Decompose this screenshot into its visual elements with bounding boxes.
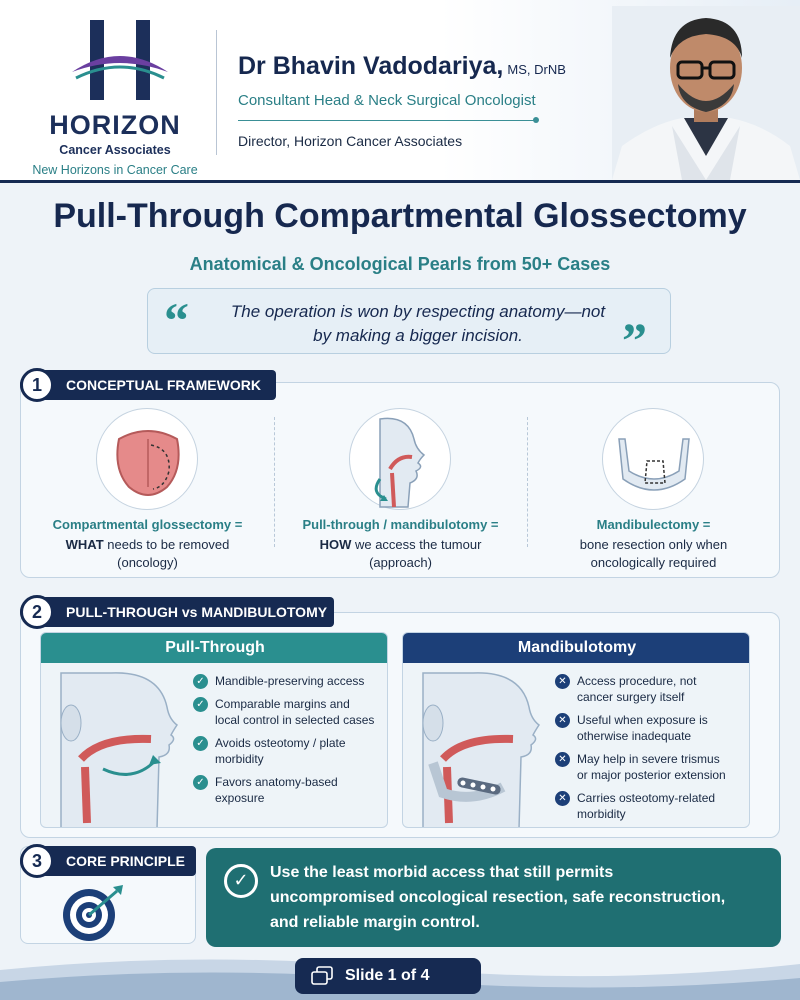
core-principle-box <box>206 848 781 947</box>
page-title: Pull-Through Compartmental Glossectomy <box>53 197 747 235</box>
doctor-name-text: Dr Bhavin Vadodariya, <box>238 52 504 80</box>
logo-tagline: New Horizons in Cancer Care <box>32 163 198 177</box>
pull-through-item-4-line1: Favors anatomy-based <box>215 775 338 789</box>
mandibulotomy-item-2-line2: otherwise inadequate <box>577 729 692 743</box>
mandibulotomy-item-3-line2: or major posterior extension <box>577 768 726 782</box>
mandibulotomy-item <box>555 751 747 783</box>
pull-through-item-2-line2: local control in selected cases <box>215 713 375 727</box>
framework-column-3 <box>527 383 780 579</box>
x-icon: ✕ <box>555 791 570 806</box>
section-1-number: 1 <box>20 368 54 402</box>
col-2-body <box>274 536 527 572</box>
mandibulotomy-item-1-line1: Access procedure, not <box>577 674 697 688</box>
col-3-body-line2: oncologically required <box>590 555 717 570</box>
mandible-icon <box>603 409 705 511</box>
pull-through-item <box>193 774 385 806</box>
quote-close-icon: ” <box>622 312 647 368</box>
col-1-circle <box>96 408 198 510</box>
check-circle-icon: ✓ <box>224 864 258 898</box>
mandibulotomy-title: Mandibulotomy <box>403 633 750 663</box>
quote-box <box>147 288 671 368</box>
col-3-circle <box>602 408 704 510</box>
pull-through-item <box>193 696 385 728</box>
x-icon: ✕ <box>555 674 570 689</box>
mandibulotomy-item-4-line2: morbidity <box>577 807 626 821</box>
check-icon: ✓ <box>193 736 208 751</box>
core-principle-line-2: uncompromised oncological resection, safe reconstruction, <box>270 889 726 906</box>
section-2-number: 2 <box>20 595 54 629</box>
slide-indicator-text: Slide 1 of 4 <box>345 967 430 984</box>
col-3-body <box>527 536 780 572</box>
pull-through-item-4-line2: exposure <box>215 791 265 805</box>
quote-line-2: by making a bigger incision. <box>313 326 523 345</box>
pull-through-title: Pull-Through <box>41 633 388 663</box>
core-principle-text <box>270 860 770 935</box>
framework-column-1 <box>21 383 274 579</box>
col-2-circle <box>349 408 451 510</box>
doctor-director: Director, Horizon Cancer Associates <box>238 133 463 149</box>
horizon-logo <box>20 20 210 177</box>
section-3-number: 3 <box>20 844 54 878</box>
core-principle-line-3: and reliable margin control. <box>270 914 480 931</box>
head-profile-icon <box>350 409 452 511</box>
section-1-box <box>20 382 780 578</box>
section-2-label: PULL-THROUGH vs MANDIBULOTOMY <box>66 604 328 620</box>
tongue-icon <box>97 409 199 511</box>
quote-open-icon: “ <box>164 292 189 348</box>
check-icon: ✓ <box>193 697 208 712</box>
col-2-heading: Pull-through / mandibulotomy = <box>302 517 499 532</box>
col-2-body-bold: HOW <box>319 537 352 552</box>
page-subtitle: Anatomical & Oncological Pearls from 50+ Cases <box>189 254 611 274</box>
pull-through-card <box>40 632 388 828</box>
pull-through-list <box>193 673 385 813</box>
mandibulotomy-item <box>555 712 747 744</box>
col-1-body <box>21 536 274 572</box>
pull-through-item-2-line1: Comparable margins and <box>215 697 350 711</box>
section-1-tag <box>20 370 276 400</box>
section-1-label: CONCEPTUAL FRAMEWORK <box>66 377 261 393</box>
horizon-h-logo-icon <box>70 20 170 105</box>
col-1-body-bold: WHAT <box>65 537 104 552</box>
pull-through-item-1-text: Mandible-preserving access <box>215 674 365 688</box>
col-1-body-rest: needs to be removed <box>103 537 230 552</box>
doctor-credentials: MS, DrNB <box>507 62 566 77</box>
core-principle-line-1: Use the least morbid access that still permits <box>270 864 614 881</box>
check-icon: ✓ <box>193 674 208 689</box>
quote-line-1: The operation is won by respecting anatomy—not <box>230 302 606 321</box>
slides-icon <box>311 966 333 986</box>
target-icon <box>61 883 125 943</box>
mandibulotomy-item <box>555 790 747 822</box>
header <box>0 0 800 183</box>
col-2-body-line2: (approach) <box>369 555 432 570</box>
role-underline-dot <box>533 117 539 123</box>
check-icon: ✓ <box>193 775 208 790</box>
framework-column-2 <box>274 383 527 579</box>
mandibulotomy-item <box>555 673 747 705</box>
pull-through-item-3-line1: Avoids osteotomy / plate <box>215 736 346 750</box>
pull-through-item <box>193 735 385 767</box>
doctor-name <box>238 52 566 81</box>
mandibulotomy-illustration-icon <box>403 663 553 828</box>
col-3-body-line1: bone resection only when <box>579 537 728 552</box>
mandibulotomy-item-2-line1: Useful when exposure is <box>577 713 708 727</box>
pull-through-item-3-line2: morbidity <box>215 752 264 766</box>
x-icon: ✕ <box>555 713 570 728</box>
doctor-portrait <box>612 6 800 180</box>
section-3-label: CORE PRINCIPLE <box>66 853 186 869</box>
logo-title: HORIZON <box>49 110 181 140</box>
section-2-tag <box>20 597 334 627</box>
pull-through-item <box>193 673 385 689</box>
col-1-body-line2: (oncology) <box>117 555 178 570</box>
slide-indicator[interactable] <box>295 958 481 994</box>
mandibulotomy-card <box>402 632 750 828</box>
x-icon: ✕ <box>555 752 570 767</box>
col-3-heading: Mandibulectomy = <box>596 517 711 532</box>
section-3-tag <box>20 846 196 876</box>
pull-through-illustration-icon <box>41 663 191 828</box>
col-1-heading: Compartmental glossectomy = <box>52 517 243 532</box>
mandibulotomy-item-4-line1: Carries osteotomy-related <box>577 791 716 805</box>
mandibulotomy-item-1-line2: cancer surgery itself <box>577 690 685 704</box>
col-2-body-rest: we access the tumour <box>351 537 482 552</box>
doctor-role: Consultant Head & Neck Surgical Oncologist <box>238 92 536 109</box>
header-divider <box>216 30 217 155</box>
mandibulotomy-item-3-line1: May help in severe trismus <box>577 752 720 766</box>
role-underline <box>238 120 536 121</box>
mandibulotomy-list <box>555 673 747 828</box>
logo-subtitle: Cancer Associates <box>59 143 171 157</box>
